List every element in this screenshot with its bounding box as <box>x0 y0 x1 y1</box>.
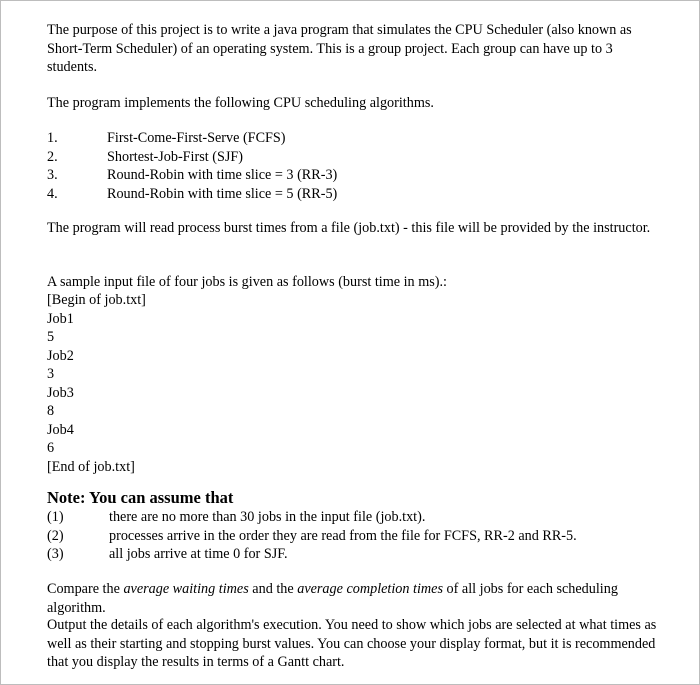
compare-emphasis-completion: average completion times <box>297 581 443 597</box>
compare-text-2: and the <box>248 581 298 597</box>
list-item <box>47 148 657 167</box>
note-title: Note: You can assume that <box>47 488 234 507</box>
note-item-text: all jobs arrive at time 0 for SJF. <box>109 546 288 562</box>
note-item <box>47 545 657 564</box>
list-item <box>47 185 657 204</box>
sample-line: [End of job.txt] <box>47 458 135 475</box>
note-item-text: processes arrive in the order they are read from the file for FCFS, RR-2 and RR-5. <box>109 527 577 544</box>
output-details-paragraph: Output the details of each algorithm's execution. You need to show which jobs are selected at what times as well as their starting and stopping burst values. You can choose your display format, but it is recommended that you display the results in terms of a Gantt chart. <box>47 617 657 670</box>
compare-paragraph <box>47 580 657 617</box>
compare-text-1: Compare the <box>47 581 124 597</box>
sample-intro: A sample input file of four jobs is given as follows (burst time in ms).: <box>47 274 447 290</box>
read-file-paragraph: The program will read process burst times from a file (job.txt) - this file will be provided by the instructor. <box>47 220 651 236</box>
sample-file-block <box>47 291 657 476</box>
algorithm-list <box>47 129 657 203</box>
list-item-text: Round-Robin with time slice = 3 (RR-3) <box>107 167 338 183</box>
note-item-number: (2) <box>47 527 64 544</box>
list-item-number: 1. <box>47 130 58 146</box>
note-section <box>47 488 657 564</box>
list-item-number: 4. <box>47 185 58 202</box>
list-item-text: Shortest-Job-First (SJF) <box>107 148 243 165</box>
note-item <box>47 508 657 527</box>
note-item-number: (3) <box>47 546 64 562</box>
sample-line: 3 <box>47 366 55 382</box>
note-item <box>47 527 657 546</box>
sample-line: 6 <box>47 440 55 456</box>
sample-line: Job4 <box>47 421 74 438</box>
sample-line: Job2 <box>47 347 74 364</box>
intro-paragraph: The purpose of this project is to write a java program that simulates the CPU Scheduler (also known as Short-Term Scheduler) of an operating system. This is a group project. Each group can have up to 3 students. <box>47 22 632 75</box>
list-item-number: 3. <box>47 167 58 183</box>
list-item-text: Round-Robin with time slice = 5 (RR-5) <box>107 185 338 202</box>
sample-line: Job3 <box>47 384 74 401</box>
note-item-number: (1) <box>47 509 64 525</box>
sample-line: [Begin of job.txt] <box>47 292 146 308</box>
sample-line: 5 <box>47 329 55 345</box>
list-item-number: 2. <box>47 148 58 165</box>
sample-line: Job1 <box>47 310 74 327</box>
list-item <box>47 129 657 148</box>
list-item-text: First-Come-First-Serve (FCFS) <box>107 130 286 146</box>
algorithms-intro: The program implements the following CPU scheduling algorithms. <box>47 95 434 111</box>
sample-line: 8 <box>47 403 55 419</box>
compare-emphasis-waiting: average waiting times <box>123 581 249 597</box>
list-item <box>47 166 657 185</box>
note-item-text: there are no more than 30 jobs in the input file (job.txt). <box>109 509 426 525</box>
compare-text-3: of all jobs for each scheduling algorithm. <box>47 581 618 616</box>
